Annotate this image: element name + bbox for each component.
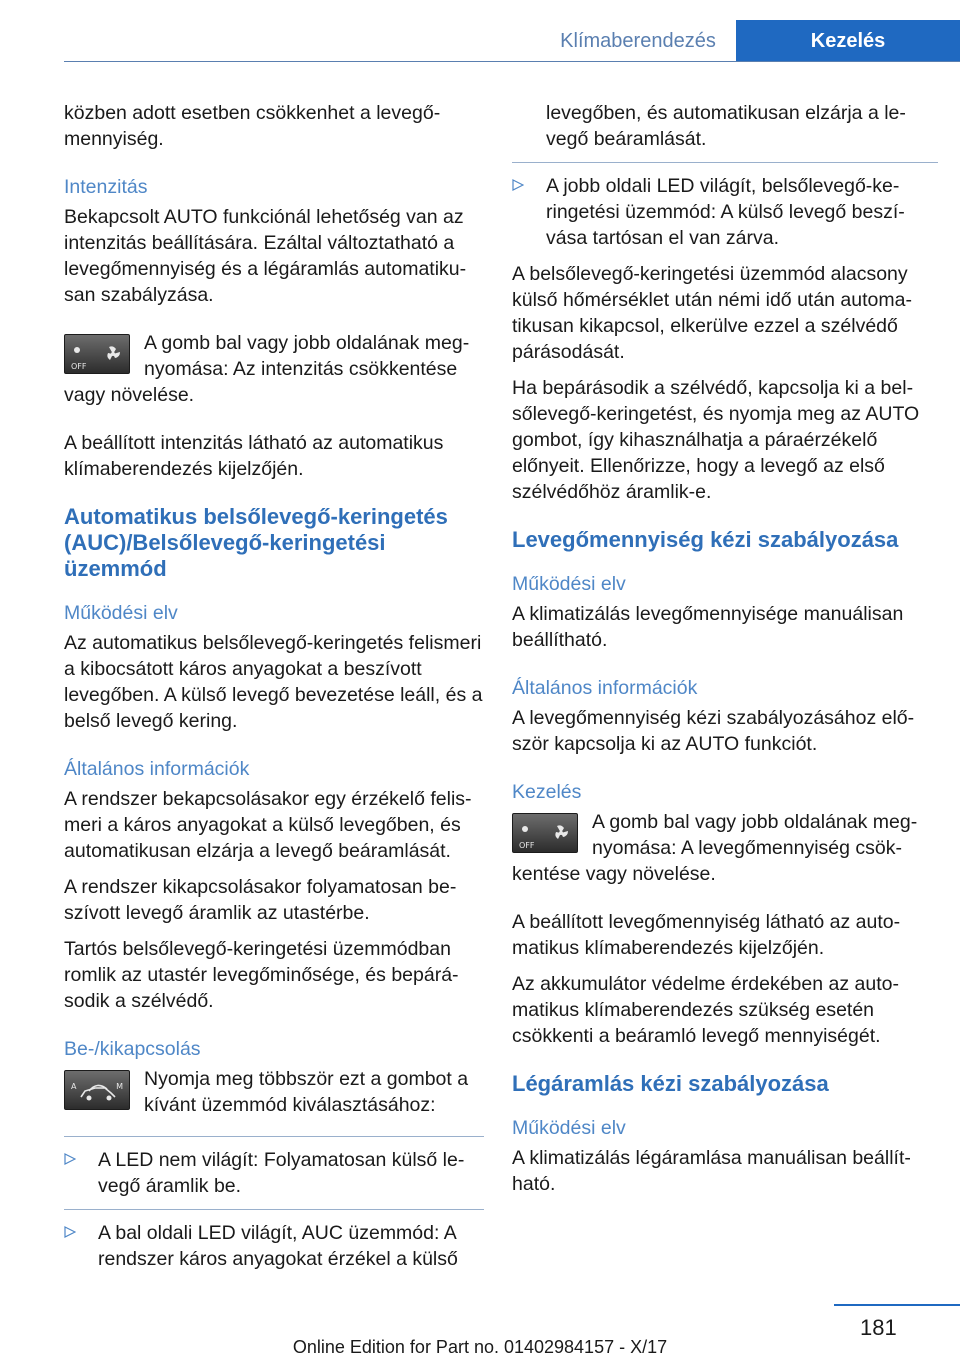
akkumulator-paragraph: Az akkumulátor védelme érdekében az automatikus klímaberendezés szükség esetén csökkenti a beáramló levegő mennyiségét. [512,973,899,1047]
heading-kezeles: Kezelés [512,781,582,803]
heading-mukodesi-right: Működési elv [512,573,626,595]
kijelzo-right-paragraph: A beállított levegőmennyiség látható az automatikus klímaberendezés kijelzőjén. [512,911,901,959]
heading-auc: Automatikus belsőlevegő-keringetés (AUC)/Belsőlevegő-keringetési üzemmód [64,504,448,581]
list-divider [64,1209,484,1210]
heading-mukodesi-right-2: Működési elv [512,1117,626,1139]
heading-bekikapcsolas: Be-/kikapcsolás [64,1038,201,1060]
list-item: A bal oldali LED világít, AUC üzemmód: A rendszer káros anyagokat érzékel a külső [64,1220,484,1272]
left-column [64,100,484,1282]
bullet-continuation: levegőben, és automatikusan elzárja a levegő beáramlását. [546,102,906,150]
list-divider [512,162,938,163]
recirculation-button-icon: A M [64,1070,130,1110]
intro-paragraph: közben adott esetben csökkenhet a levegőmennyiség. [64,102,441,150]
led-status-list-continued [512,162,938,251]
heading-legaramlas: Légáramlás kézi szabályozása [512,1071,829,1096]
mukodesi-right-paragraph: A klimatizálás levegőmennyisége manuálisan beállítható. [512,603,904,651]
header-section: Klímaberendezés [540,20,736,62]
triangle-bullet-icon [64,1153,76,1165]
recirc-lowtemp-paragraph: A belsőlevegő-keringetési üzemmód alacsony külső hőmérséklet után némi idő után automatikusan kikapcsol, elkerülve ezzel a szélvédő párásodását. [512,263,912,363]
heading-mukodesi: Működési elv [64,602,178,624]
car-recirculation-icon [65,1071,129,1109]
heading-levegomennyiseg: Levegőmennyiség kézi szabályozása [512,527,899,552]
edition-footer: Online Edition for Part no. 01402984157 - X/17 [292,1337,668,1357]
list-item: A jobb oldali LED világít, belsőlevegő-keringetési üzemmód: A külső levegő beszívása tartósan el van zárva. [512,173,938,251]
altalanos-paragraph-3: Tartós belsőlevegő-keringetési üzemmódban romlik az utastér levegőminősége, és bepárásodik a szélvédő. [64,938,459,1012]
heading-altalanos-right: Általános információk [512,677,698,699]
altalanos-right-paragraph: A levegőmennyiség kézi szabályozásához először kapcsolja ki az AUTO funkciót. [512,707,915,755]
mukodesi-paragraph: Az automatikus belsőlevegő-keringetés felismeri a kibocsátott káros anyagokat a beszívott levegőben. A külső levegő bevezetése leáll, és a belső levegő kering. [64,632,483,732]
running-header [0,20,960,62]
list-item: A LED nem világít: Folyamatosan külső levegő áramlik be. [64,1147,484,1199]
fan-button-icon: OFF [512,813,578,853]
triangle-bullet-icon [64,1226,76,1238]
defog-paragraph: Ha bepárásodik a szélvédő, kapcsolja ki a belsőlevegő-keringetést, és nyomja meg az AUTO gombot, így kihasználhatja a páraérzékelő előnyeit. Ellenőrizze, hogy a levegő az első szélvédőhöz áramlik-e. [512,377,920,503]
recirc-button-paragraph: A M Nyomja meg többször ezt a gombot a kívánt üzemmód kiválasztásához: [64,1066,484,1118]
heading-intenzitas: Intenzitás [64,176,148,198]
fan-button-paragraph-2: OFF A gomb bal vagy jobb oldalának megnyomása: A levegőmennyiség csökkentése vagy növelése. [512,811,918,885]
page-number: 181 [860,1315,897,1340]
fan-button-paragraph-1: OFF A gomb bal vagy jobb oldalának megnyomása: Az intenzitás csökkentése vagy növelése. [64,332,470,406]
altalanos-paragraph-1: A rendszer bekapcsolásakor egy érzékelő felismeri a káros anyagokat a külső levegőben, és automatikusan elzárja a levegő beáramlását. [64,788,472,862]
list-divider [64,1136,484,1137]
fan-button-icon: OFF [64,334,130,374]
footer-rule [834,1304,960,1306]
intenzitas-paragraph: Bekapcsolt AUTO funkciónál lehetőség van az intenzitás beállítására. Ezáltal változtatható a levegőmennyiség és a légáramlás automatikusan szabályzása. [64,206,467,306]
fan-icon [513,814,577,852]
kijelzo-paragraph: A beállított intenzitás látható az automatikus klímaberendezés kijelzőjén. [64,432,444,480]
right-column [512,100,938,1207]
altalanos-paragraph-2: A rendszer kikapcsolásakor folyamatosan beszívott levegő áramlik az utastérbe. [64,876,457,924]
fan-icon [65,335,129,373]
header-chapter: Kezelés [736,20,960,62]
triangle-bullet-icon [512,179,524,191]
header-rule [64,61,960,62]
led-status-list [64,1136,484,1272]
heading-altalanos: Általános információk [64,758,250,780]
legaramlas-paragraph: A klimatizálás légáramlása manuálisan beállítható. [512,1147,911,1195]
